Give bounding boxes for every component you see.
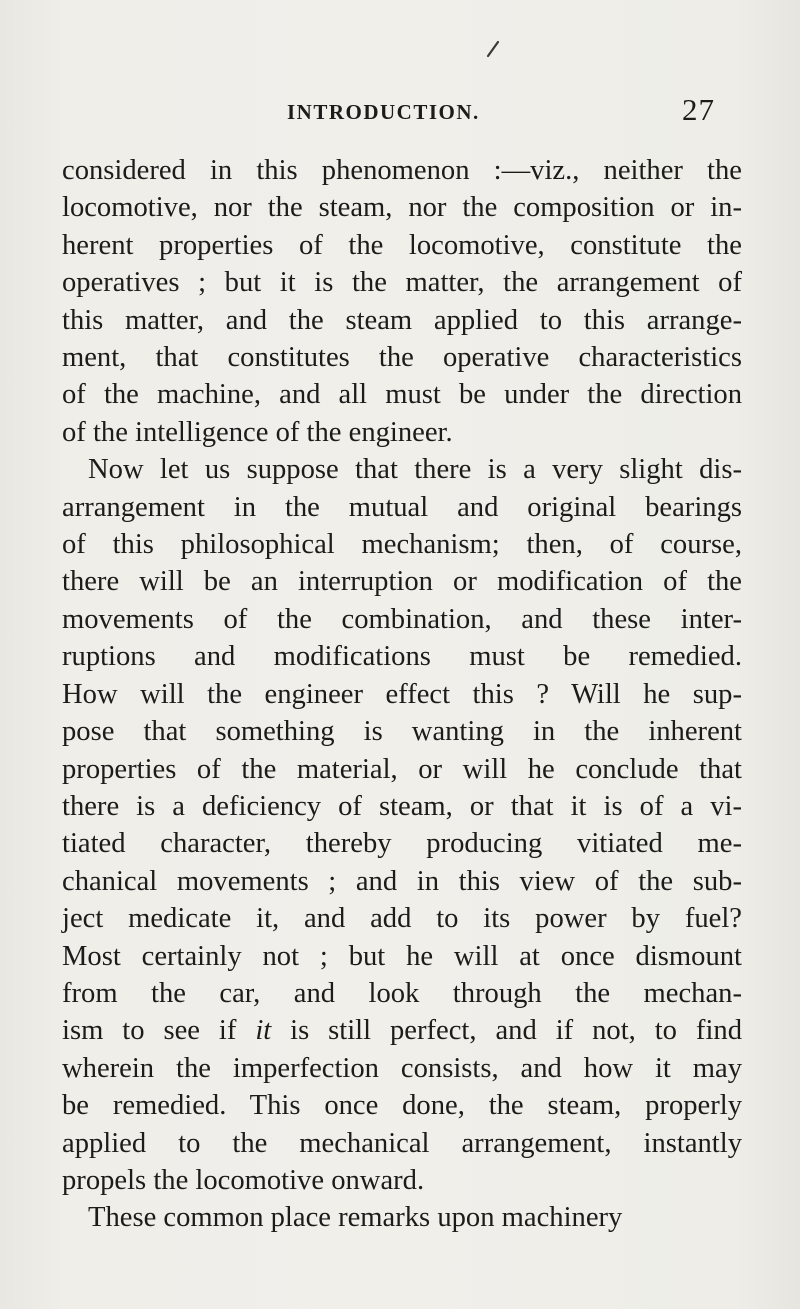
page-header xyxy=(0,92,800,132)
paragraph-3 xyxy=(62,1199,742,1236)
text-line: wherein the imperfection consists, and how it may xyxy=(62,1052,742,1084)
text-line: properties of the material, or will he conclude that xyxy=(62,753,742,785)
text-line: pose that something is wanting in the inherent xyxy=(62,716,742,748)
paragraph-1 xyxy=(62,152,742,451)
text-line: ject medicate it, and add to its power by fuel? xyxy=(62,903,742,935)
text-line: propels the locomotive onward. xyxy=(62,1164,425,1196)
text-line: of this philosophical mechanism; then, of course, xyxy=(62,529,742,561)
text-line-with-emphasis xyxy=(62,1012,742,1049)
text-line: applied to the mechanical arrangement, instantly xyxy=(62,1127,742,1159)
text-line: there will be an interruption or modification of the xyxy=(62,566,742,598)
text-line: from the car, and look through the mechan- xyxy=(62,977,742,1009)
text-line: operatives ; but it is the matter, the arrangement of xyxy=(62,267,742,299)
text-line: ment, that constitutes the operative characteristics xyxy=(62,342,742,374)
text-line: Now let us suppose that there is a very slight dis- xyxy=(88,454,742,486)
text-line: chanical movements ; and in this view of the sub- xyxy=(62,865,742,897)
text-line: tiated character, thereby producing vitiated me- xyxy=(62,828,742,860)
text-line: herent properties of the locomotive, constitute the xyxy=(62,229,742,261)
running-head: INTRODUCTION. xyxy=(287,100,480,124)
text-line: be remedied. This once done, the steam, properly xyxy=(62,1090,742,1122)
text-line: considered in this phenomenon :—viz., neither the xyxy=(62,155,742,186)
page-number: 27 xyxy=(682,92,715,127)
text-line: locomotive, nor the steam, nor the composition or in- xyxy=(62,192,742,224)
text-line: ruptions and modifications must be remedied. xyxy=(62,641,742,673)
text-line: of the intelligence of the engineer. xyxy=(62,416,453,448)
pencil-mark xyxy=(486,40,500,58)
text-segment: is still perfect, and if not, to find xyxy=(271,1015,742,1047)
text-line: arrangement in the mutual and original bearings xyxy=(62,491,742,523)
body-text xyxy=(62,152,742,1237)
text-line: Most certainly not ; but he will at once dismount xyxy=(62,940,742,972)
text-line: movements of the combination, and these inter- xyxy=(62,603,742,635)
text-line: there is a deficiency of steam, or that it is of a vi- xyxy=(62,790,742,822)
text-line: this matter, and the steam applied to this arrange- xyxy=(62,304,742,336)
emphasized-word: it xyxy=(255,1015,272,1047)
text-line: of the machine, and all must be under the direction xyxy=(62,379,742,411)
text-segment: ism to see if xyxy=(62,1015,256,1047)
text-line: How will the engineer effect this ? Will he sup- xyxy=(62,678,742,710)
paragraph-2 xyxy=(62,451,742,1199)
text-line: These common place remarks upon machinery xyxy=(88,1202,623,1234)
